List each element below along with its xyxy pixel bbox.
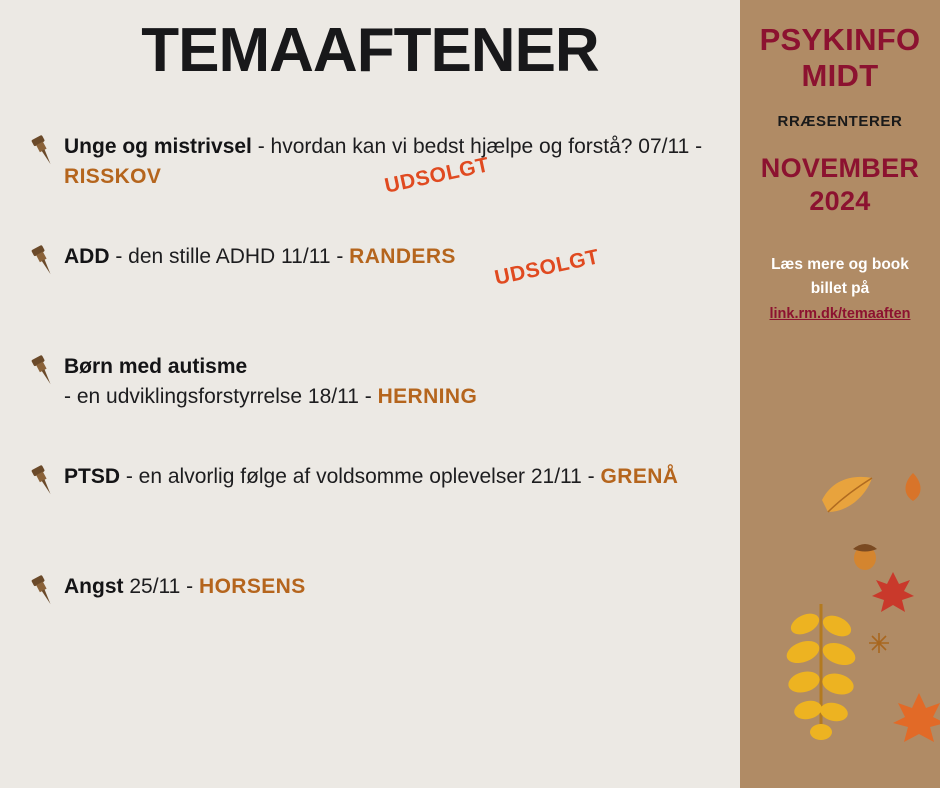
acorn-icon: [848, 536, 882, 572]
event-desc: - en alvorlig følge af voldsomme oplevelser 21/11 -: [120, 465, 601, 489]
booking-line-1: Læs mere og book: [771, 256, 909, 274]
list-item: [26, 461, 720, 535]
pin-icon: [26, 463, 64, 502]
maple-leaf-icon: [890, 690, 940, 748]
event-place: RANDERS: [349, 245, 456, 269]
event-text: [64, 351, 477, 412]
sidebar: [740, 0, 940, 788]
event-place: HORSENS: [199, 575, 306, 599]
presents-label: RRÆSENTERER: [777, 113, 903, 131]
pin-icon: [26, 573, 64, 612]
leaf-icon: [900, 472, 926, 502]
brand-line-2: MIDT: [801, 57, 879, 93]
status-badge: UDSOLGT: [492, 245, 602, 290]
event-place: HERNING: [377, 384, 478, 408]
compound-leaf-icon: [778, 600, 864, 740]
event-title: Børn med autisme: [64, 355, 248, 379]
booking-link[interactable]: link.rm.dk/temaaften: [769, 306, 911, 323]
event-place: RISSKOV: [64, 164, 162, 188]
list-item: [26, 241, 720, 315]
page-title: TEMAAFTENER: [141, 16, 599, 85]
leaf-icon: [818, 470, 878, 516]
pin-icon: [26, 133, 64, 172]
event-desc: - hvordan kan vi bedst hjælpe og forstå? 07/11 -: [251, 135, 703, 159]
brand-name: [740, 22, 940, 93]
event-text: [64, 461, 678, 492]
event-text: [64, 571, 306, 602]
event-desc: - en udviklingsforstyrrelse 18/11 -: [64, 384, 378, 408]
brand-line-1: PSYKINFO: [759, 22, 921, 57]
date-block: [740, 152, 940, 217]
maple-leaf-icon: [870, 570, 916, 618]
list-item: [26, 351, 720, 425]
seed-icon: [868, 632, 890, 654]
event-place: GRENÅ: [600, 465, 679, 489]
event-title: PTSD: [64, 465, 121, 489]
event-title: Angst: [64, 575, 124, 599]
event-desc: - den stille ADHD 11/11 -: [109, 245, 350, 269]
event-desc: 25/11 -: [123, 575, 199, 599]
pin-icon: [26, 243, 64, 282]
pin-icon: [26, 353, 64, 392]
event-title: Unge og mistrivsel: [64, 135, 252, 159]
status-badge: UDSOLGT: [382, 153, 492, 198]
list-item: [26, 131, 720, 205]
event-text: [64, 131, 720, 198]
booking-line-2: billet på: [810, 280, 870, 298]
list-item: [26, 571, 720, 645]
event-text: [64, 241, 602, 290]
event-title: ADD: [64, 245, 110, 269]
year-label: 2024: [809, 185, 871, 216]
event-list: [0, 131, 740, 645]
month-label: NOVEMBER: [760, 153, 920, 184]
booking-info: [740, 253, 940, 326]
